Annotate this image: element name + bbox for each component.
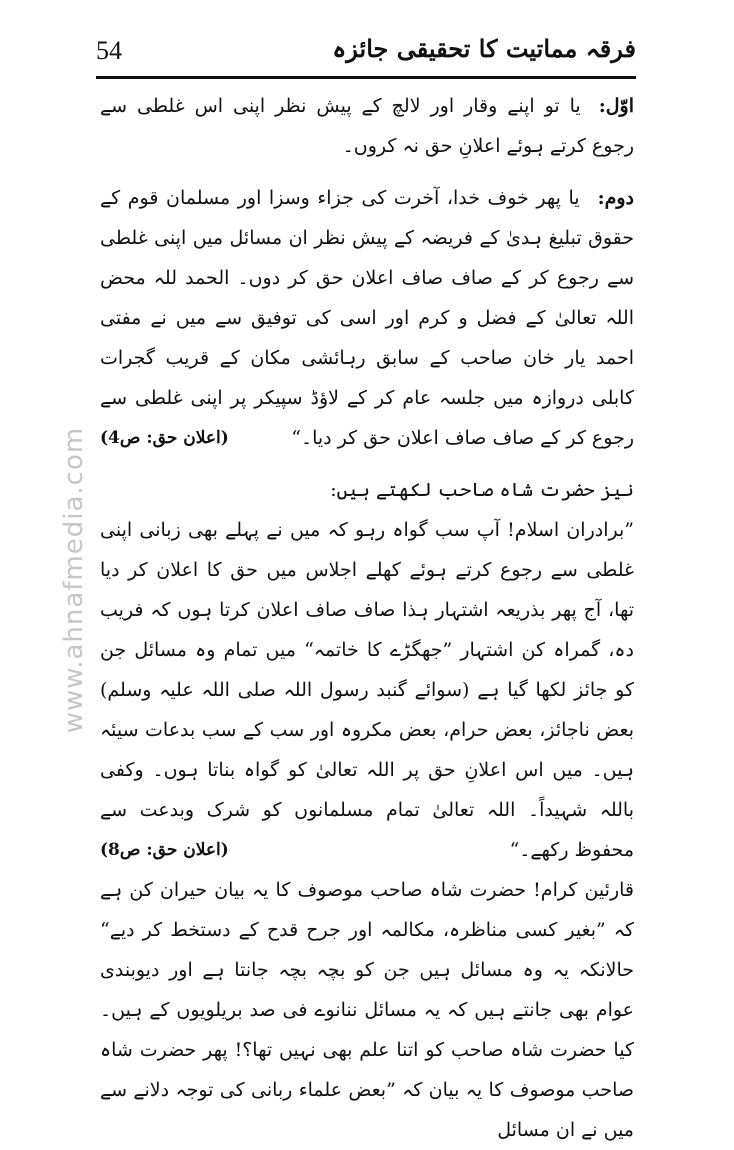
first-text: یا تو اپنے وقار اور لالچ کے پیش نظر اپنی اس غلطی سے رجوع کرتے ہوئے اعلانِ حق نہ کروں۔: [100, 95, 634, 157]
page-number: 54: [96, 36, 122, 65]
second-text: یا پھر خوف خدا، آخرت کی جزاء وسزا اور مسلمان قوم کے حقوق تبلیغ ہدیٰ کے فریضہ کے پیش نظر ان مسائل میں اپنی غلطی سے رجوع کر کے صاف صاف اعلان حق کر دوں۔ الحمد للہ محض اللہ تعالیٰ کے فضل و کرم اور اسی کی توفیق سے میں نے مفتی احمد یار خان صاحب کے سابق رہائشی مکان کے قریب گجرات کابلی دروازہ میں جلسہ عام کر کے لاؤڈ سپیکر پر اپنی غلطی سے رجوع کر کے صاف صاف اعلان حق کر دیا۔“: [100, 187, 634, 449]
reference-citation: (اعلان حق: ص4): [100, 428, 229, 448]
label-second: دوم:: [597, 187, 634, 209]
book-title: فرقہ مماتیت کا تحقیقی جائزہ: [332, 34, 636, 63]
paragraph-second: [100, 178, 634, 458]
closing-paragraph: قارئین کرام! حضرت شاہ صاحب موصوف کا یہ بیان حیران کن ہے کہ ”بغیر کسی مناظرہ، مکالمہ اور جرح قدح کے دستخط کر دیے“ حالانکہ یہ وہ مسائل ہیں جن کو بچہ بچہ جانتا ہے اور دیوبندی عوام بھی جانتے ہیں کہ یہ مسائل ننانوے فی صد بریلویوں کے ہیں۔ کیا حضرت شاہ صاحب کو اتنا علم بھی نہیں تھا؟! پھر حضرت شاہ صاحب موصوف کا یہ بیان کہ ”بعض علماء ربانی کی توجہ دلانے سے میں نے ان مسائل: [100, 879, 634, 1141]
quote-paragraph: [100, 510, 634, 870]
website-watermark: www.ahnafmedia.com: [59, 426, 89, 734]
header-divider: [96, 76, 636, 79]
page-header: [96, 34, 636, 74]
quote-reference-citation: (اعلان حق: ص8): [100, 840, 229, 860]
paragraph-first: [100, 86, 634, 166]
quote-text: ”برادران اسلام! آپ سب گواہ رہو کہ میں نے پہلے بھی زبانی اپنی غلطی سے رجوع کرتے ہوئے کھلے اجلاس میں حق کا اعلان کر دیا تھا، آج پھر بذریعہ اشتہار ہذا صاف صاف اعلان کرتا ہوں کہ فریب دہ، گمراہ کن اشتہار ”جھگڑے کا خاتمہ“ میں تمام وہ مسائل جن کو جائز لکھا گیا ہے (سوائے گنبد رسول اللہ صلی اللہ علیہ وسلم) بعض ناجائز، بعض حرام، بعض مکروہ اور سب کے سب بدعات سیئہ ہیں۔ میں اس اعلانِ حق پر اللہ تعالیٰ کو گواہ بناتا ہوں۔ وکفی باللہ شہیداً۔ اللہ تعالیٰ تمام مسلمانوں کو شرک وبدعت سے محفوظ رکھے۔“: [100, 519, 634, 861]
page-body: [100, 86, 634, 1150]
label-first: اوّل:: [598, 95, 634, 117]
quote-intro: نیز حضرت شاہ صاحب لکھتے ہیں:: [330, 479, 634, 501]
